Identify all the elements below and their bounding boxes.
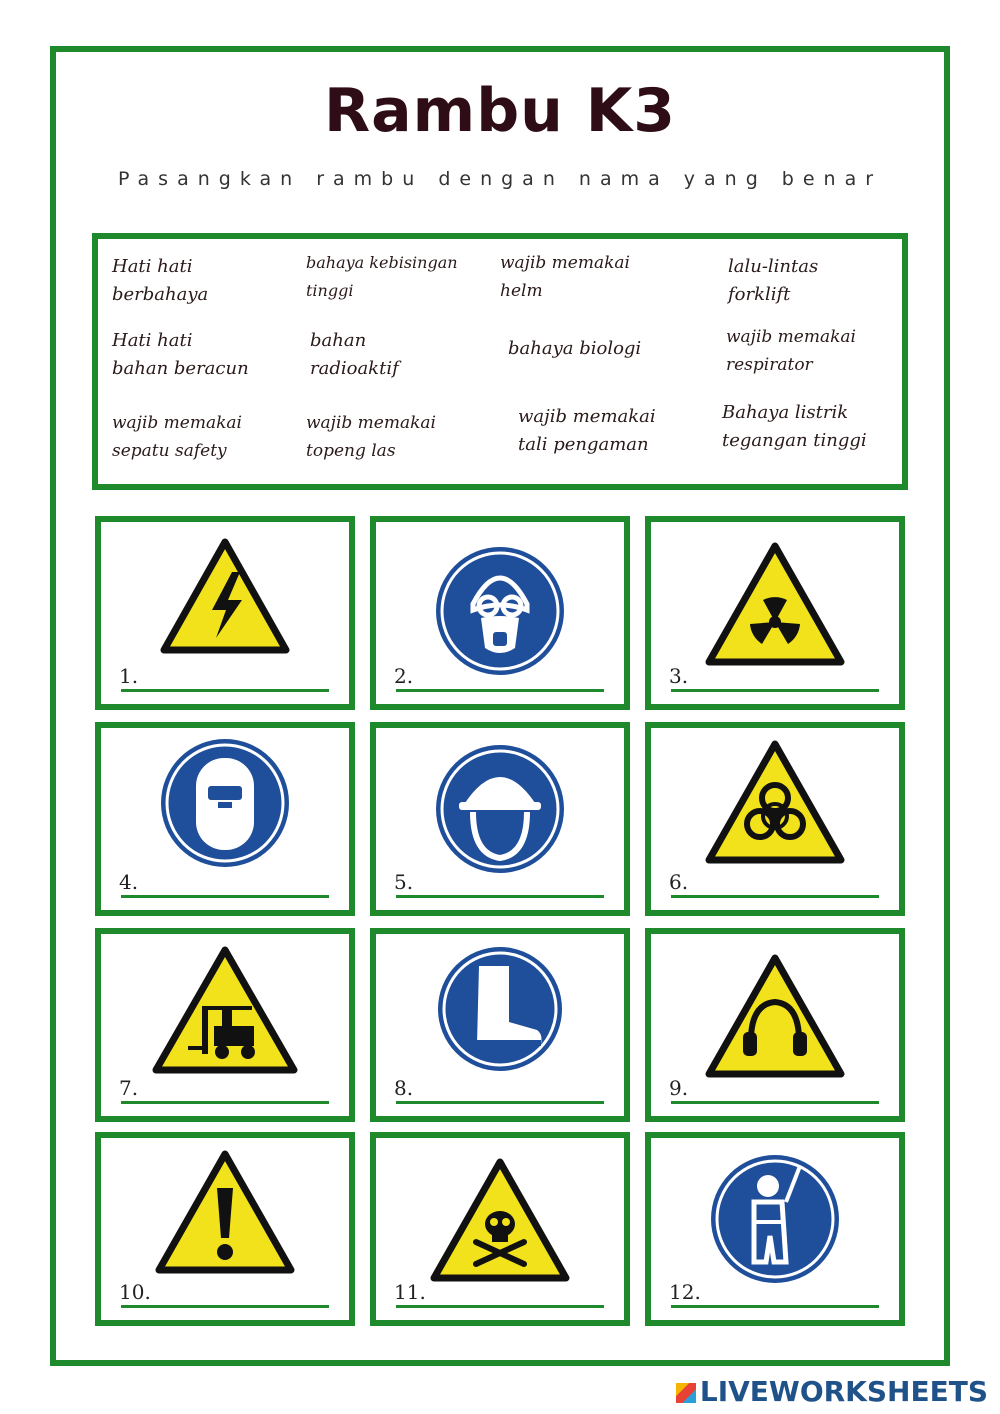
- general-danger-icon: [155, 1150, 295, 1280]
- answer-line[interactable]: [671, 1305, 879, 1308]
- respirator-mandatory-icon: [433, 544, 567, 682]
- sign-number: 9.: [669, 1076, 689, 1100]
- noise-warning-icon: [705, 954, 845, 1084]
- sign-card-6: [645, 722, 905, 916]
- welding-mask-mandatory-icon: [158, 736, 292, 874]
- sign-card-1: [95, 516, 355, 710]
- word-bank-item[interactable]: wajib memakai respirator: [726, 327, 856, 375]
- sign-card-3: [645, 516, 905, 710]
- safety-boots-mandatory-icon: [435, 944, 565, 1078]
- word-bank-item[interactable]: wajib memakai topeng las: [306, 413, 436, 461]
- sign-card-9: [645, 928, 905, 1122]
- answer-line[interactable]: [671, 895, 879, 898]
- sign-number: 10.: [119, 1280, 151, 1304]
- answer-line[interactable]: [671, 1101, 879, 1104]
- page-title: Rambu K3: [323, 76, 676, 146]
- brand-icon: [676, 1383, 696, 1403]
- sign-card-5: [370, 722, 630, 916]
- answer-line[interactable]: [121, 1101, 329, 1104]
- sign-card-4: [95, 722, 355, 916]
- sign-card-7: [95, 928, 355, 1122]
- word-bank: [92, 233, 908, 490]
- word-bank-item[interactable]: bahaya biologi: [508, 338, 642, 359]
- answer-line[interactable]: [396, 1305, 604, 1308]
- answer-line[interactable]: [396, 1101, 604, 1104]
- word-bank-item[interactable]: wajib memakai tali pengaman: [518, 406, 656, 455]
- answer-line[interactable]: [671, 689, 879, 692]
- sign-number: 12.: [669, 1280, 701, 1304]
- sign-number: 11.: [394, 1280, 426, 1304]
- answer-line[interactable]: [396, 895, 604, 898]
- helmet-mandatory-icon: [433, 742, 567, 880]
- word-bank-item[interactable]: wajib memakai helm: [500, 253, 630, 301]
- sign-number: 8.: [394, 1076, 414, 1100]
- high-voltage-warning-icon: [160, 538, 290, 660]
- biohazard-warning-icon: [705, 740, 845, 870]
- sign-number: 2.: [394, 664, 414, 688]
- sign-number: 3.: [669, 664, 689, 688]
- word-bank-item[interactable]: Bahaya listrik tegangan tinggi: [722, 402, 867, 451]
- word-bank-item[interactable]: bahaya kebisingan tinggi: [306, 253, 458, 300]
- sign-number: 7.: [119, 1076, 139, 1100]
- word-bank-item[interactable]: Hati hati berbahaya: [112, 256, 209, 305]
- sign-number: 1.: [119, 664, 139, 688]
- sign-card-12: [645, 1132, 905, 1326]
- word-bank-item[interactable]: bahan radioaktif: [310, 330, 399, 379]
- toxic-warning-icon: [430, 1158, 570, 1288]
- sign-number: 6.: [669, 870, 689, 894]
- answer-line[interactable]: [121, 689, 329, 692]
- word-bank-item[interactable]: lalu-lintas forklift: [728, 256, 819, 305]
- liveworksheets-logo[interactable]: LIVEWORKSHEETS: [676, 1375, 988, 1408]
- radiation-warning-icon: [705, 542, 845, 672]
- forklift-warning-icon: [152, 946, 298, 1080]
- word-bank-item[interactable]: Hati hati bahan beracun: [112, 330, 249, 379]
- word-bank-item[interactable]: wajib memakai sepatu safety: [112, 413, 242, 461]
- sign-card-8: [370, 928, 630, 1122]
- sign-card-10: [95, 1132, 355, 1326]
- sign-number: 5.: [394, 870, 414, 894]
- answer-line[interactable]: [121, 1305, 329, 1308]
- sign-number: 4.: [119, 870, 139, 894]
- page-subtitle: Pasangkan rambu dengan nama yang benar: [117, 168, 883, 190]
- sign-card-11: [370, 1132, 630, 1326]
- answer-line[interactable]: [121, 895, 329, 898]
- sign-card-2: [370, 516, 630, 710]
- safety-harness-mandatory-icon: [708, 1152, 842, 1290]
- answer-line[interactable]: [396, 689, 604, 692]
